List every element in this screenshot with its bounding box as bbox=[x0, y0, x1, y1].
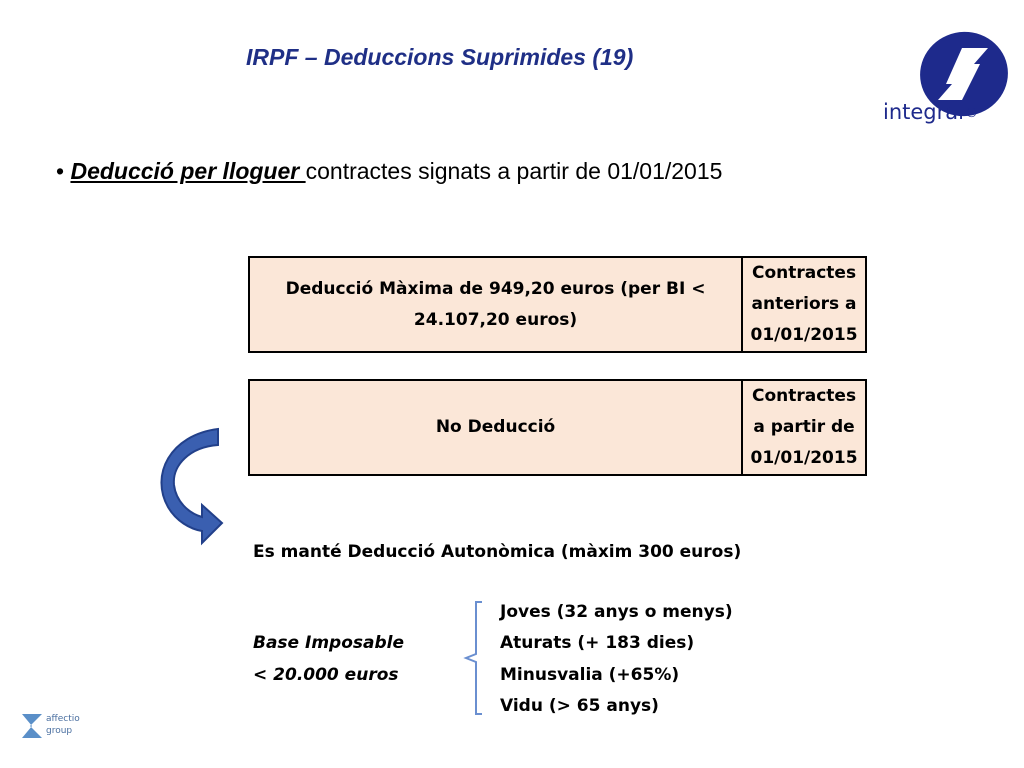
affectio-logo-line2: group bbox=[46, 726, 73, 736]
brace-icon bbox=[462, 600, 486, 718]
table2-side-line2: a partir de bbox=[753, 417, 855, 437]
table1-side-cell bbox=[742, 257, 866, 352]
affectio-logo-line1: affectio bbox=[46, 714, 80, 724]
bullet-rest: contractes signats a partir de 01/01/2015 bbox=[305, 158, 723, 184]
table1-main-cell bbox=[249, 257, 742, 352]
condition-item: Aturats (+ 183 dies) bbox=[500, 633, 695, 653]
table1-main-line1: Deducció Màxima de 949,20 euros (per BI < bbox=[285, 278, 706, 299]
table2-main-cell: No Deducció bbox=[249, 380, 742, 475]
integral-logo-text: integral bbox=[883, 100, 964, 124]
table1-main-line2: 24.107,20 euros) bbox=[413, 309, 578, 330]
autonomic-heading: Es manté Deducció Autonòmica (màxim 300 euros) bbox=[253, 542, 742, 562]
bullet-dot: • bbox=[56, 158, 71, 184]
base-label-line1: Base Imposable bbox=[253, 633, 404, 653]
table1-side-line1: Contractes bbox=[751, 263, 857, 283]
condition-item: Minusvalia (+65%) bbox=[500, 665, 680, 685]
condition-item: Joves (32 anys o menys) bbox=[500, 602, 733, 622]
table-max-deduction bbox=[248, 256, 867, 353]
bullet-strong: Deducció per lloguer bbox=[70, 158, 306, 184]
table-no-deduction bbox=[248, 379, 867, 476]
affectio-logo bbox=[20, 710, 90, 750]
curved-arrow-icon bbox=[150, 425, 230, 550]
registered-mark: ® bbox=[965, 106, 978, 121]
table2-side-cell bbox=[742, 380, 866, 475]
table1-side-line3: 01/01/2015 bbox=[750, 325, 858, 345]
table2-side-line1: Contractes bbox=[751, 386, 857, 406]
table2-side-line3: 01/01/2015 bbox=[750, 448, 858, 468]
bullet-rent-deduction bbox=[56, 158, 722, 185]
table1-side-line2: anteriors a bbox=[751, 294, 857, 314]
base-label-line2: < 20.000 euros bbox=[253, 665, 399, 685]
condition-item: Vidu (> 65 anys) bbox=[500, 696, 659, 716]
slide-title: IRPF – Deduccions Suprimides (19) bbox=[246, 44, 634, 70]
affectio-logo-icon bbox=[20, 710, 46, 744]
integral-logo bbox=[878, 26, 1010, 130]
